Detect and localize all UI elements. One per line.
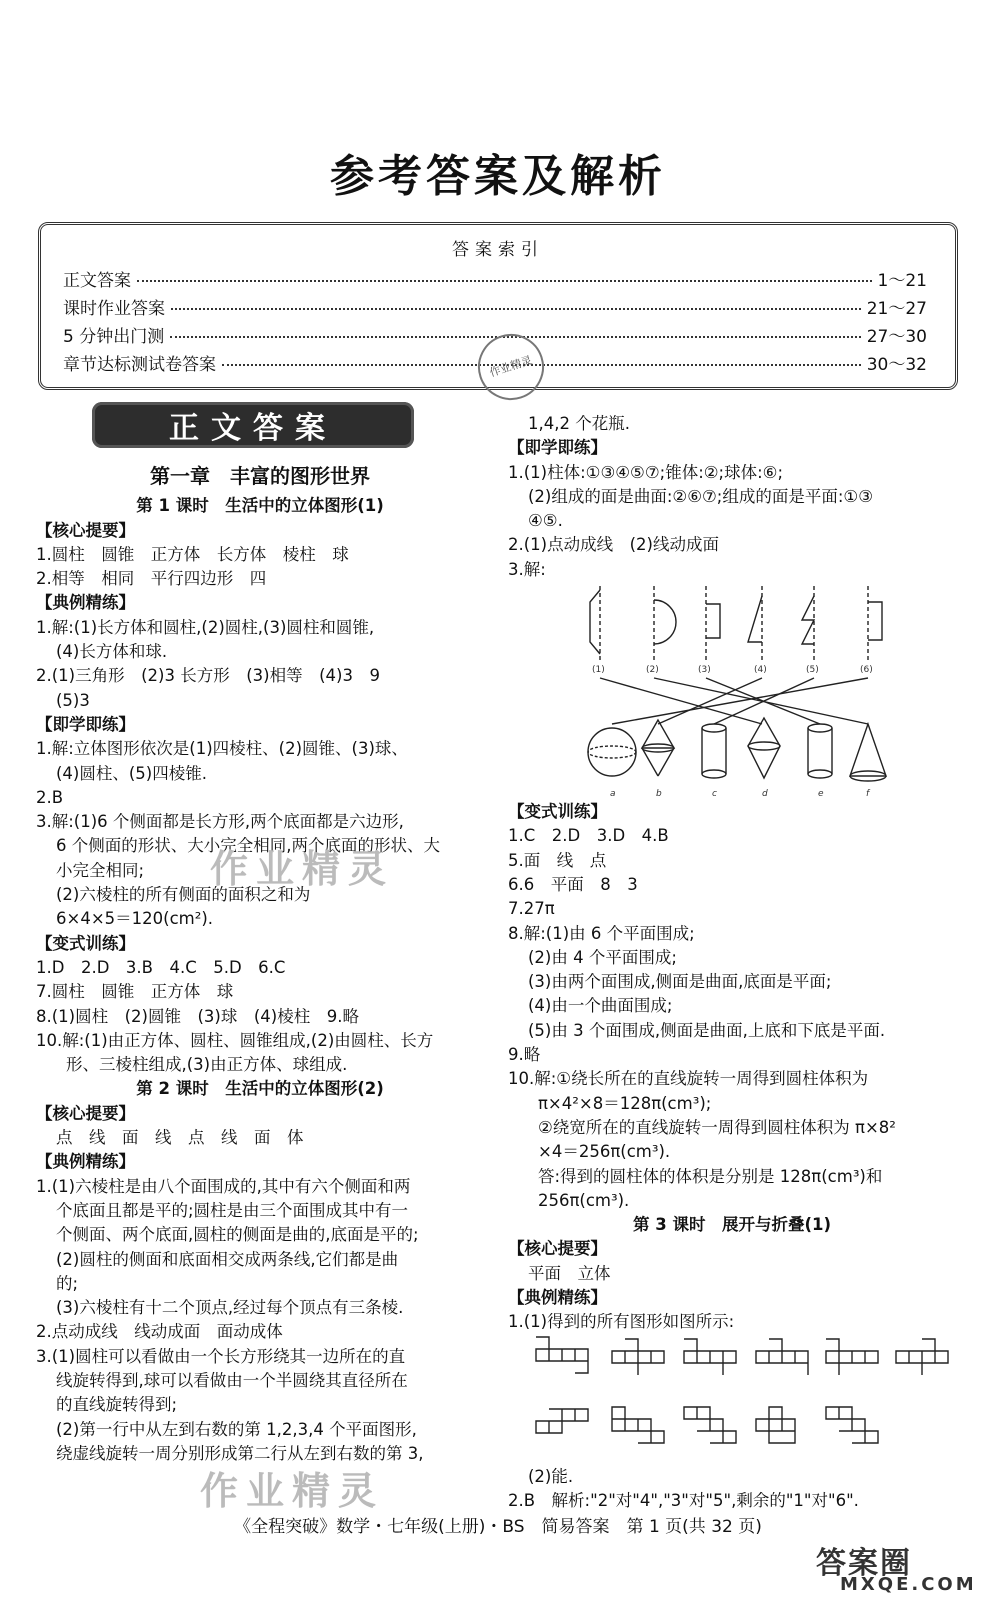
lesson-title: 第 1 课时 生活中的立体图形(1)	[136, 496, 384, 516]
answer-line: 线旋转得到,球可以看做由一个半圆绕其直径所在	[56, 1370, 408, 1390]
answer-line: 5.面 线 点	[508, 850, 607, 870]
answer-line: 1.(1)六棱柱是由八个面围成的,其中有六个侧面和两	[36, 1176, 411, 1196]
solid-e	[808, 728, 832, 774]
answer-line: (2)第一行中从左到右数的第 1,2,3,4 个平面图形,	[56, 1419, 417, 1439]
answer-line: 8.(1)圆柱 (2)圆锥 (3)球 (4)棱柱 9.略	[36, 1006, 359, 1026]
watermark: 作业精灵	[200, 1468, 385, 1513]
net-11	[826, 1407, 878, 1443]
answer-line: 2.相等 相同 平行四边形 四	[36, 569, 267, 589]
answer-line: (5)3	[56, 690, 90, 710]
lesson-title: 第 2 课时 生活中的立体图形(2)	[136, 1079, 384, 1099]
answer-line: 3.解:(1)6 个侧面都是长方形,两个底面都是六边形,	[36, 812, 404, 832]
section-label: 【变式训练】	[36, 933, 135, 953]
answer-line: (2)组成的面是曲面:②⑥⑦;组成的面是平面:①③	[528, 486, 874, 506]
page-footer: 《全程突破》数学・七年级(上册)・BS 简易答案 第 1 页(共 32 页)	[234, 1517, 762, 1537]
chapter-title: 第一章 丰富的图形世界	[150, 464, 370, 488]
answer-line: ②绕宽所在的直线旋转一周得到圆柱体积为 π×8²	[538, 1117, 896, 1137]
answer-line: 10.解:(1)由正方体、圆柱、圆锥组成,(2)由圆柱、长方	[36, 1030, 434, 1050]
shape-4	[748, 596, 762, 642]
fig-top-label: (3)	[698, 665, 711, 676]
solid-b	[642, 720, 674, 776]
answer-line: 9.略	[508, 1045, 541, 1065]
answer-line: 2.(1)点动成线 (2)线动成面	[508, 535, 719, 555]
solid-d	[748, 718, 780, 778]
index-range: 27～30	[866, 327, 927, 347]
fig-bottom-label: a	[610, 789, 616, 800]
fig-bottom-label: f	[866, 789, 870, 800]
answer-line: 答:得到的圆柱体的体积是分别是 128π(cm³)和	[538, 1166, 883, 1186]
solid-a	[588, 728, 636, 776]
answer-line: ④⑤.	[528, 511, 563, 531]
match-line	[654, 678, 868, 724]
answer-line: 10.解:①绕长所在的直线旋转一周得到圆柱体积为	[508, 1069, 869, 1089]
fig-bottom-label: d	[762, 789, 768, 800]
match-line	[658, 678, 762, 724]
corner-url: MXQE.COM	[840, 1574, 977, 1595]
shape-2	[654, 600, 676, 644]
fig-top-label: (4)	[754, 665, 767, 676]
answer-line: 6 个侧面的形状、大小完全相同,两个底面的形状、大	[56, 836, 440, 856]
solid-c	[702, 728, 726, 774]
net-7	[536, 1409, 588, 1433]
index-range: 21～27	[866, 299, 927, 319]
corner-logo: 答案圈	[816, 1546, 912, 1581]
answer-line: 3.(1)圆柱可以看做由一个长方形绕其一边所在的直	[36, 1346, 406, 1366]
net-1	[536, 1337, 588, 1373]
answer-line: 2.B	[36, 787, 64, 807]
shape-3	[706, 604, 720, 638]
right-column	[508, 412, 956, 1513]
answer-line: 1.(1)柱体:①③④⑤⑦;锥体:②;球体:⑥;	[508, 462, 784, 482]
answer-line: (2)圆柱的侧面和底面相交成两条线,它们都是曲	[56, 1249, 399, 1269]
answer-line: 个侧面、两个底面,圆柱的侧面是曲的,底面是平的;	[56, 1225, 419, 1245]
answer-line: 绕虚线旋转一周分别形成第二行从左到右数的第 3,	[56, 1443, 424, 1463]
answer-line: (3)六棱柱有十二个顶点,经过每个顶点有三条棱.	[56, 1298, 404, 1318]
answer-line: 小完全相同;	[56, 860, 145, 880]
answer-line: 1.C 2.D 3.D 4.B	[508, 826, 669, 846]
section-banner: 正文答案	[92, 402, 414, 448]
index-label: 章节达标测试卷答案	[63, 355, 216, 375]
index-row	[63, 266, 927, 291]
solid-f	[850, 724, 886, 776]
section-label: 【典例精练】	[36, 593, 135, 613]
fig-bottom-label: b	[656, 789, 662, 800]
stamp-seal: 作业精灵	[469, 325, 552, 408]
answer-line: 2.点动成线 线动成面 面动成体	[36, 1322, 283, 1342]
section-label: 【即学即练】	[36, 714, 135, 734]
index-label: 5 分钟出门测	[63, 327, 165, 347]
answer-line: 形、三棱柱组成,(3)由正方体、球组成.	[66, 1055, 348, 1075]
answer-line: (3)由两个面围成,侧面是曲面,底面是平面;	[528, 972, 832, 992]
answer-line: (5)由 3 个面围成,侧面是曲面,上底和下底是平面.	[528, 1020, 886, 1040]
net-10	[756, 1407, 795, 1443]
answer-line: (2)能.	[528, 1466, 574, 1486]
answer-line: 3.解:	[508, 559, 546, 579]
section-label: 【核心提要】	[508, 1239, 607, 1259]
answer-line: 7.27π	[508, 899, 555, 919]
section-label: 【即学即练】	[508, 438, 607, 458]
index-label: 正文答案	[63, 271, 131, 291]
answer-line: 6×4×5＝120(cm²).	[56, 909, 214, 929]
section-label: 【核心提要】	[36, 1103, 135, 1123]
fig-bottom-label: c	[712, 789, 717, 800]
answer-line: 1.(1)得到的所有图形如图所示:	[508, 1312, 735, 1332]
net-3	[684, 1339, 736, 1375]
page-title: 参考答案及解析	[330, 151, 666, 202]
leader-dots	[137, 280, 872, 282]
shape-5	[802, 596, 814, 644]
answer-line: 1.圆柱 圆锥 正方体 长方体 棱柱 球	[36, 544, 349, 564]
answer-line: 的;	[56, 1273, 79, 1293]
net-5	[826, 1339, 878, 1375]
answer-line: 的直线旋转得到;	[56, 1395, 178, 1415]
answer-line: (4)长方体和球.	[56, 642, 168, 662]
answer-line: 点 线 面 线 点 线 面 体	[56, 1128, 304, 1148]
net-4	[756, 1339, 808, 1375]
left-column	[36, 462, 484, 1466]
net-8	[612, 1407, 664, 1443]
section-label: 【核心提要】	[36, 520, 135, 540]
fig-bottom-label: e	[818, 789, 824, 800]
answer-line: 1.解:(1)长方体和圆柱,(2)圆柱,(3)圆柱和圆锥,	[36, 617, 375, 637]
net-6	[896, 1339, 948, 1375]
fig-top-label: (6)	[860, 665, 873, 676]
index-row	[63, 294, 927, 319]
index-heading: 答案索引	[452, 240, 544, 260]
answer-line: π×4²×8＝128π(cm³);	[538, 1093, 712, 1113]
answer-line: 8.解:(1)由 6 个平面围成;	[508, 923, 695, 943]
answer-line: 6.6 平面 8 3	[508, 874, 638, 894]
answer-line: 7.圆柱 圆锥 正方体 球	[36, 982, 234, 1002]
answer-line: 1.D 2.D 3.B 4.C 5.D 6.C	[36, 957, 286, 977]
rotation-matching-figure	[508, 582, 956, 800]
lesson-title: 第 3 课时 展开与折叠(1)	[632, 1215, 832, 1235]
net-9	[684, 1407, 736, 1443]
section-label: 【变式训练】	[508, 802, 607, 822]
answer-line: 2.B 解析:"2"对"4","3"对"5",剩余的"1"对"6".	[508, 1490, 859, 1510]
answer-line: (2)六棱柱的所有侧面的面积之和为	[56, 885, 311, 905]
index-label: 课时作业答案	[63, 299, 165, 319]
net-2	[612, 1339, 664, 1375]
answer-line: 256π(cm³).	[538, 1190, 630, 1210]
answer-line: (4)由一个曲面围成;	[528, 996, 673, 1016]
shape-1	[590, 590, 600, 654]
section-label: 【典例精练】	[36, 1152, 135, 1172]
answer-line: ×4＝256π(cm³).	[538, 1142, 671, 1162]
index-range: 30～32	[866, 355, 927, 375]
answer-line: (4)圆柱、(5)四棱锥.	[56, 763, 207, 783]
index-range: 1～21	[877, 271, 927, 291]
cube-nets-figure	[508, 1335, 956, 1465]
answer-line: 平面 立体	[528, 1263, 611, 1283]
section-label: 【典例精练】	[508, 1288, 607, 1308]
answer-line: 1.解:立体图形依次是(1)四棱柱、(2)圆锥、(3)球、	[36, 739, 408, 759]
answer-line: 1,4,2 个花瓶.	[528, 414, 630, 433]
answer-line: 2.(1)三角形 (2)3 长方形 (3)相等 (4)3 9	[36, 666, 380, 686]
leader-dots	[171, 308, 861, 310]
watermark: 作业精灵	[210, 846, 395, 891]
fig-top-label: (5)	[806, 665, 819, 676]
fig-top-label: (2)	[646, 665, 659, 676]
answer-line: (2)由 4 个平面围成;	[528, 947, 677, 967]
fig-top-label: (1)	[592, 665, 605, 676]
shape-6	[868, 602, 882, 640]
answer-line: 个底面且都是平的;圆柱是由三个面围成其中有一	[56, 1200, 409, 1220]
